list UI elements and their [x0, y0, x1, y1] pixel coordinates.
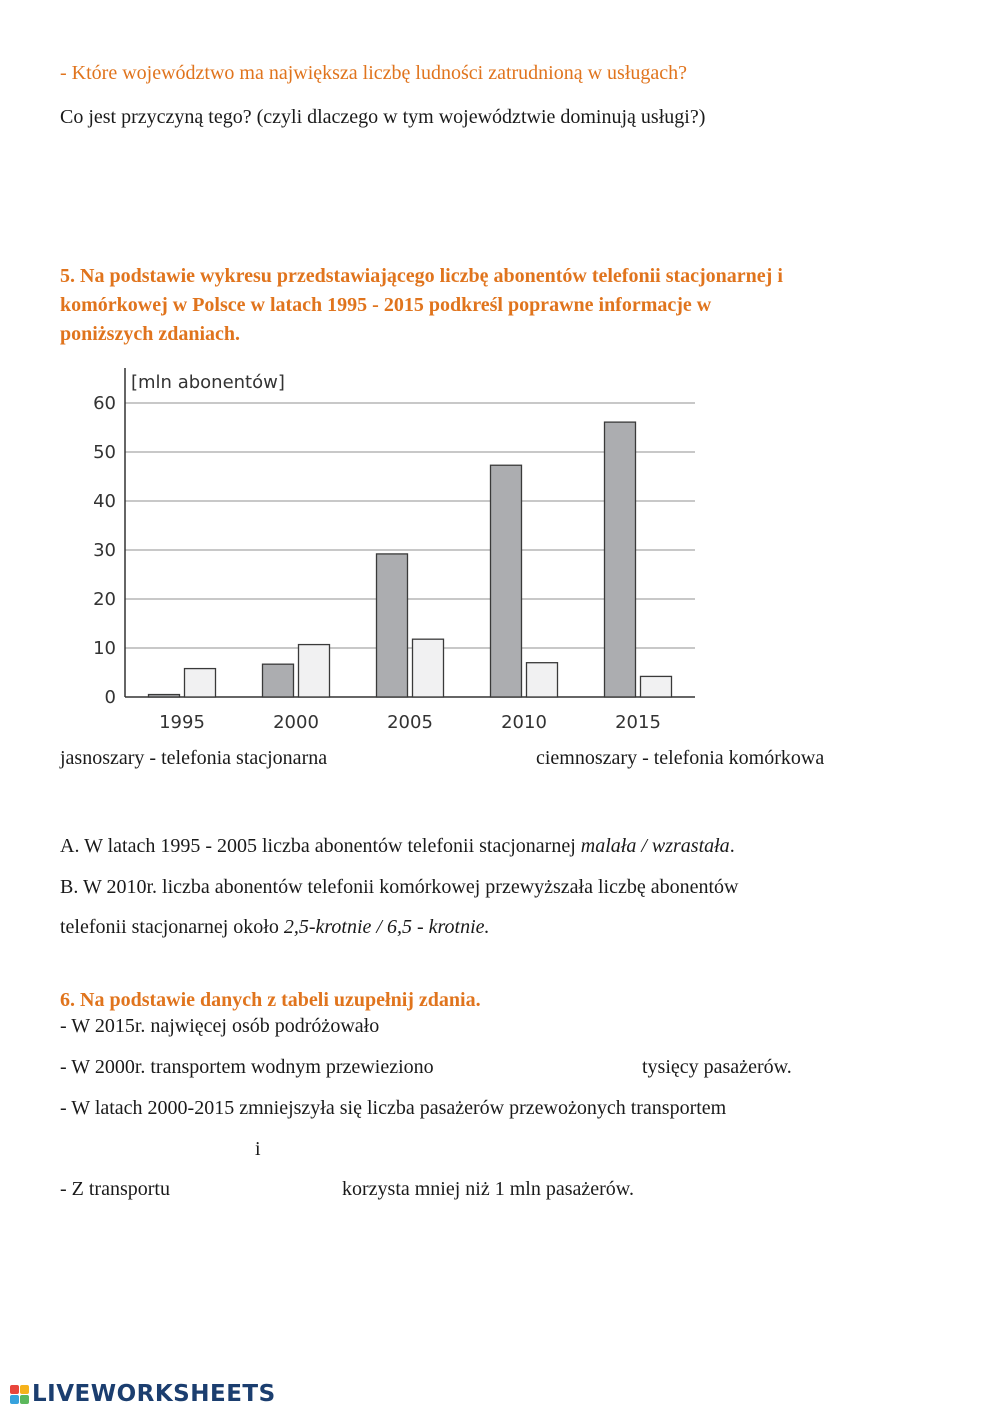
x-tick-label: 2010 [501, 712, 547, 733]
sentence-2-end: tysięcy pasażerów. [642, 1056, 792, 1078]
bar-landline-2015 [641, 676, 672, 697]
bar-landline-2005 [413, 639, 444, 697]
x-tick-label: 2015 [615, 712, 661, 733]
x-tick-label: 2005 [387, 712, 433, 733]
statement-a-options[interactable]: malała / wzrastała [580, 835, 730, 857]
logo-square [10, 1395, 19, 1404]
heading-line: 5. Na podstawie wykresu przedstawiającego liczbę abonentów telefonii stacjonarnej i [60, 265, 783, 287]
y-tick-label: 10 [93, 638, 116, 659]
y-tick-label: 0 [104, 687, 116, 708]
y-tick-label: 20 [93, 589, 116, 610]
sentence-5-start: - Z transportu [60, 1178, 170, 1200]
bar-landline-1995 [185, 669, 216, 697]
sentence-3: - W latach 2000-2015 zmniejszyła się liczba pasażerów przewożonych transportem [60, 1097, 727, 1119]
bar-mobile-2000 [263, 664, 294, 697]
logo-text: LIVEWORKSHEETS [32, 1381, 276, 1407]
question-text: Co jest przyczyną tego? (czyli dlaczego w tym województwie dominują usługi?) [60, 106, 706, 128]
logo-icon [10, 1385, 29, 1404]
statement-a-text: A. W latach 1995 - 2005 liczba abonentów telefonii stacjonarnej [60, 835, 581, 857]
bar-landline-2000 [299, 645, 330, 697]
legend-dark-text: ciemnoszary - telefonia komórkowa [536, 747, 825, 769]
liveworksheets-logo [10, 1381, 276, 1407]
question-text: - Które województwo ma największa liczbę ludności zatrudnioną w usługach? [60, 62, 688, 84]
statement-b-options[interactable]: 2,5-krotnie / 6,5 - krotnie. [283, 916, 490, 938]
sentence-4-conjunction: i [255, 1138, 261, 1160]
heading-line: poniższych zdaniach. [60, 323, 241, 345]
bar-mobile-2010 [491, 465, 522, 697]
bar-mobile-2015 [605, 422, 636, 697]
legend-light-text: jasnoszary - telefonia stacjonarna [60, 747, 328, 769]
y-tick-label: 60 [93, 393, 116, 414]
section-6-heading: 6. Na podstawie danych z tabeli uzupełnij zdania. [60, 989, 481, 1011]
statement-b-text: telefonii stacjonarnej około [60, 916, 284, 938]
sentence-5-end: korzysta mniej niż 1 mln pasażerów. [342, 1178, 634, 1200]
statement-b: B. W 2010r. liczba abonentów telefonii komórkowej przewyższała liczbę abonentów [60, 876, 739, 898]
bar-mobile-1995 [149, 695, 180, 697]
x-tick-label: 2000 [273, 712, 319, 733]
sentence-1: - W 2015r. najwięcej osób podróżowało [60, 1015, 380, 1037]
bar-mobile-2005 [377, 554, 408, 697]
logo-square [20, 1395, 29, 1404]
statement-a-end: . [729, 835, 735, 857]
y-tick-label: 50 [93, 442, 116, 463]
bar-landline-2010 [527, 663, 558, 697]
statement-a [60, 835, 735, 858]
statement-b-cont [60, 916, 490, 939]
section-5-heading [60, 262, 940, 349]
y-axis-label: [mln abonentów] [131, 372, 285, 393]
heading-line: komórkowej w Polsce w latach 1995 - 2015 podkreśl poprawne informacje w [60, 294, 712, 316]
y-tick-label: 30 [93, 540, 116, 561]
logo-square [10, 1385, 19, 1394]
y-tick-label: 40 [93, 491, 116, 512]
bar-chart [80, 358, 720, 738]
x-tick-label: 1995 [159, 712, 205, 733]
sentence-2-start: - W 2000r. transportem wodnym przewieziono [60, 1056, 434, 1078]
logo-square [20, 1385, 29, 1394]
